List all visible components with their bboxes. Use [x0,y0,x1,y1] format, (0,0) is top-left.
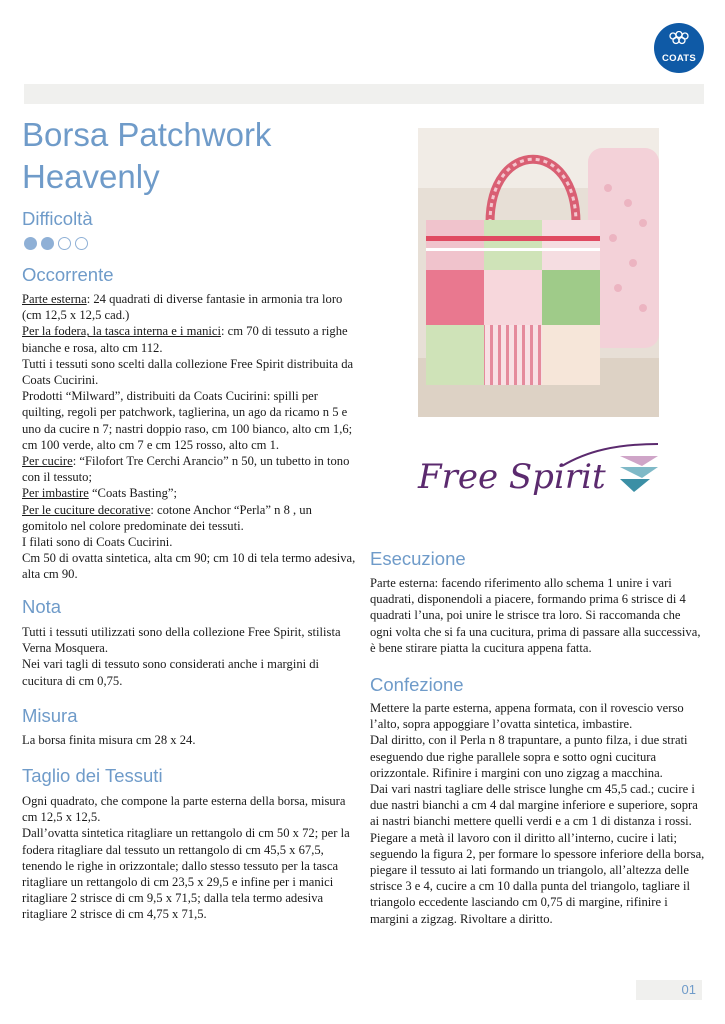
confezione-text: Dai vari nastri tagliare delle strisce lunghe cm 45,5 cad.; cucire i due nastri bianchi a cm 4 dal margine inferiore e superiore, sopra ai nastri bianchi mettere quelli verdi e a cm 1 di distanza i rossi. Piegare a metà il lavoro con il diritto all’interno, cucire i lati; seguendo la figura 2, per formare lo spessore inferiore della borsa, piegare il tessuto ai lati formando un triangolo, all’altezza delle strisce 3 e 4, cucire a cm 10 dalla punta del triangolo, tagliare il triangolo eccedente lasciando cm 0,75 di margine, rifinire i margini a zigzag. Rivoltare a diritto. [370,782,705,926]
confezione-section [370,700,706,927]
difficulty-heading: Difficoltà [22,208,93,229]
occorrente-text: “Coats Basting”; [88,486,177,501]
page-number: 01 [636,980,702,1000]
occorrente-section [22,291,358,583]
nota-text: Nei vari tagli di tessuto sono considerati anche i margini di cucitura di cm 0,75. [22,657,320,688]
difficulty-dot-empty [58,237,71,250]
confezione-text: Dal diritto, con il Perla n 8 trapuntare, a punto filza, i due strati eseguendo due righe parallele sopra e sotto ogni cucitura orizzontale. Rifinire i margini con uno zigzag a macchina. [370,733,688,780]
occorrente-text: Tutti i tessuti sono scelti dalla collezione Free Spirit distribuita da Coats Cucirini. [22,356,354,388]
misura-section [22,732,358,748]
nota-text: Tutti i tessuti utilizzati sono della collezione Free Spirit, stilista Verna Mosquera. [22,625,341,656]
difficulty-dot-filled [41,237,54,250]
label-parte-esterna: Parte esterna [22,292,87,306]
bag-photo [418,128,659,417]
freespirit-logo-text: Free Spirit [418,457,606,497]
difficulty-dot-empty [75,237,88,250]
nota-section [22,624,358,689]
page-title [22,114,342,198]
header-bar [24,84,704,104]
confezione-heading: Confezione [370,674,464,695]
freespirit-logo-mark [412,436,662,506]
occorrente-text: : “Filofort Tre Cerchi Arancio” n 50, un tubetto in tono con il tessuto; [22,454,350,485]
occorrente-text: I filati sono di Coats Cucirini. [22,535,173,550]
patchwork-bag-image [418,128,659,417]
occorrente-text: : cotone Anchor “Perla” n 8 , un gomitolo nel colore predominate dei tessuti. [22,502,312,533]
label-cuciture-decorative: Per le cuciture decorative [22,502,151,517]
misura-text: La borsa finita misura cm 28 x 24. [22,733,196,747]
chain-ring-icon [667,31,691,45]
occorrente-text: Cm 50 di ovatta sintetica, alta cm 90; cm 10 di tela termo adesiva, alta cm 90. [22,551,356,582]
esecuzione-text: Parte esterna: facendo riferimento allo schema 1 unire i vari quadrati, disponendoli a piacere, formando prima 6 strisce di 4 quadrati l’una, poi unire le strisce tra loro. Si raccomanda che ogni volta che si fa una cucitura, prima di passare alla successiva, è bene stirare piatta la cucitura appena fatta. [370,576,701,655]
taglio-section [22,793,358,923]
label-per-imbastire: Per imbastire [22,486,89,501]
esecuzione-section [370,575,706,656]
taglio-text: Dall’ovatta sintetica ritagliare un rettangolo di cm 50 x 72; per la fodera ritagliare dal tessuto un rettangolo di cm 45,5 x 67,5, tenendo le righe in orizzontale; dallo stesso tessuto per la tasca ritagliare un rettangolo di cm 23,5 x 29,5 e infine per i manici ritagliare 2 strisce di cm 9,5 x 71,5; dalla tela termo adesiva ritagliare 2 strisce di cm 4,75 x 71,5. [22,826,350,922]
label-per-cucire: Per cucire [22,454,73,469]
coats-logo [654,23,704,73]
taglio-heading: Taglio dei Tessuti [22,765,163,786]
occorrente-heading: Occorrente [22,264,114,285]
difficulty-dot-filled [24,237,37,250]
title-line-1: Borsa Patchwork [22,116,272,153]
esecuzione-heading: Esecuzione [370,548,466,569]
difficulty-rating [24,237,88,250]
title-line-2: Heavenly [22,158,160,195]
freespirit-logo [412,436,662,506]
logo-text: COATS [661,53,697,64]
confezione-text: Mettere la parte esterna, appena formata, con il rovescio verso l’alto, sopra appoggiare l’ovatta sintetica, imbastire. [370,701,684,732]
label-fodera: Per la fodera, la tasca interna e i manici [22,324,221,339]
occorrente-text: : 24 quadrati di diverse fantasie in armonia tra loro (cm 12,5 x 12,5 cad.) [22,292,343,323]
occorrente-text: Prodotti “Milward”, distribuiti da Coats Cucirini: spilli per quilting, regoli per patchwork, taglierina, un ago da ricamo n 5 e uno da cucire n 7; nastri doppio raso, cm 100 bianco, alto cm 1,6; cm 100 verde, alto cm 7 e cm 125 rosso, alto cm 1. [22,389,353,452]
occorrente-text: : cm 70 di tessuto a righe bianche e rosa, alto cm 112. [22,324,348,355]
nota-heading: Nota [22,596,62,617]
misura-heading: Misura [22,705,78,726]
taglio-text: Ogni quadrato, che compone la parte esterna della borsa, misura cm 12,5 x 12,5. [22,794,346,825]
